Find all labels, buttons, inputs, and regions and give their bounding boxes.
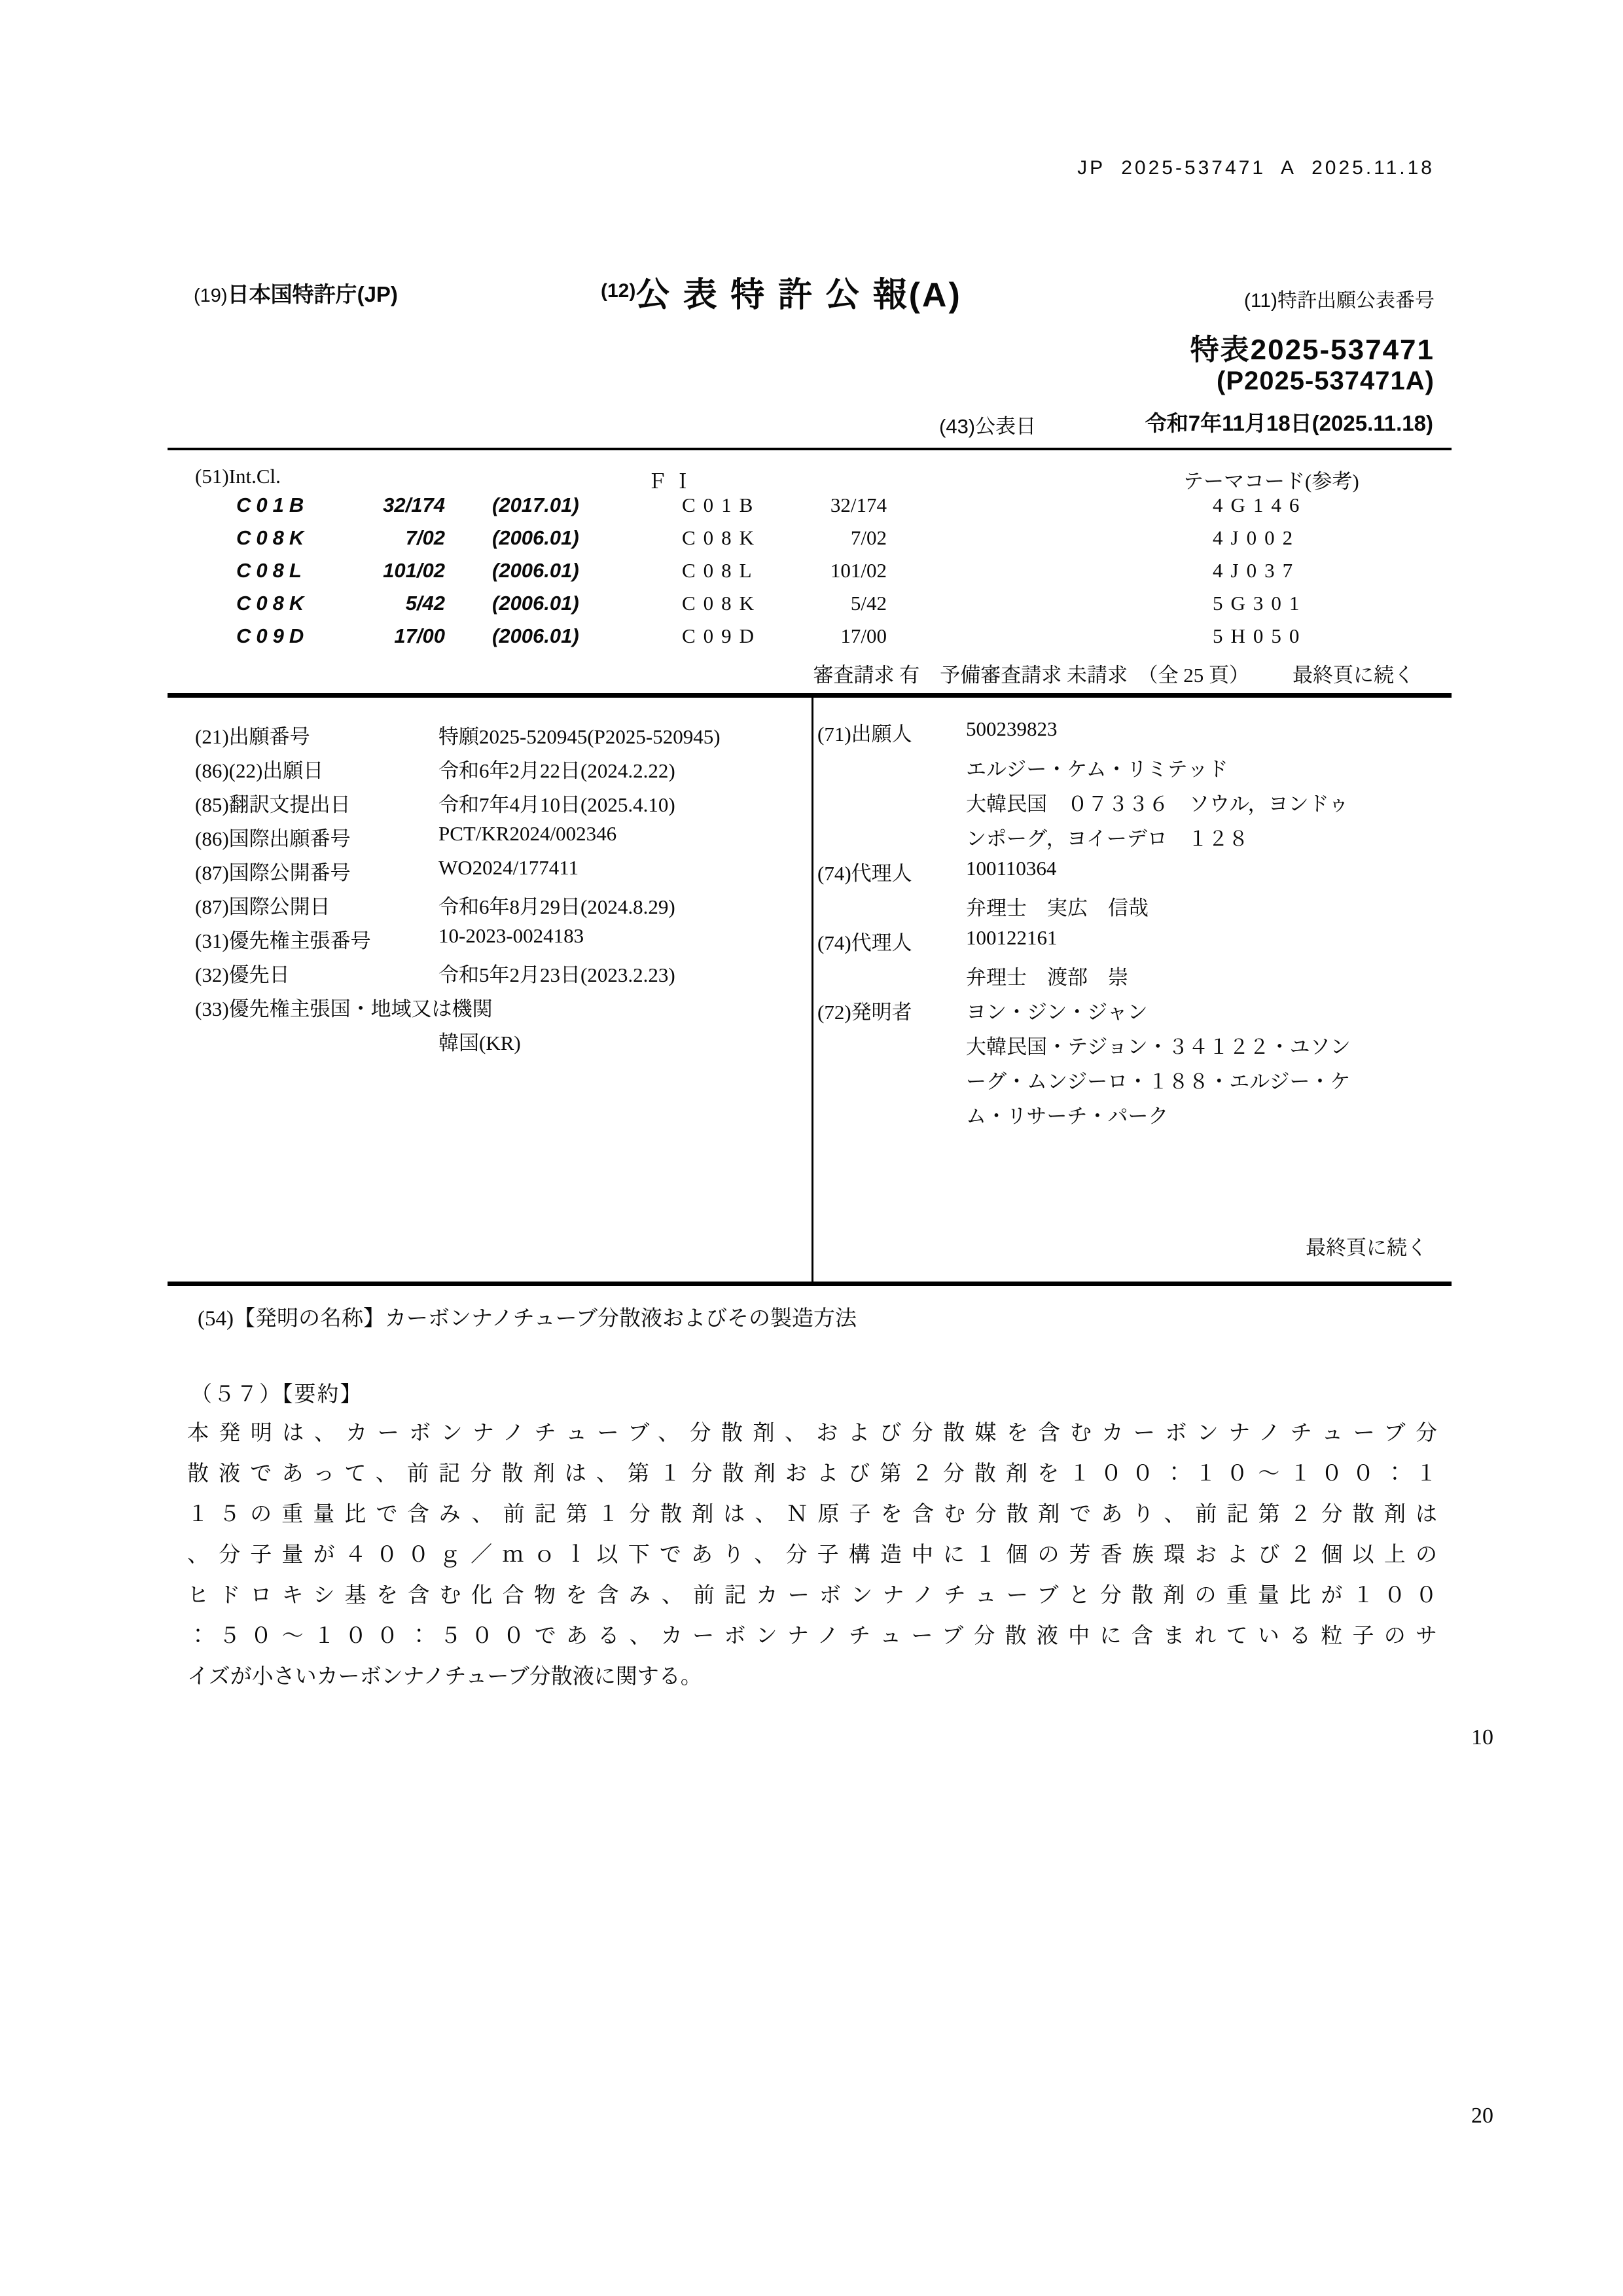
inid-value: 100110364 xyxy=(966,857,1057,880)
continued-on-last-page-note: 最終頁に続く xyxy=(1306,1236,1427,1259)
inid-value: 10-2023-0024183 xyxy=(438,924,584,947)
biblio-row-intl-application-number xyxy=(195,822,810,851)
inid-label: (87)国際公開番号 xyxy=(195,861,351,884)
intcl-number: 101/02 xyxy=(383,559,445,582)
publication-number: 特表2025-537471 xyxy=(1190,334,1435,366)
abstract-line: イズが小さいカーボンナノチューブ分散液に関する。 xyxy=(187,1665,702,1689)
theme-code: 4J037 xyxy=(1213,559,1301,582)
inid-value: 弁理士 実広 信哉 xyxy=(966,897,1149,920)
margin-line-number-20: 20 xyxy=(1471,2104,1493,2128)
biblio-top-rule xyxy=(168,693,1452,698)
fi-code: C09D xyxy=(682,624,762,647)
classification-row xyxy=(0,624,1623,655)
inid-value: 韓国(KR) xyxy=(438,1031,521,1054)
inid-value: 令和6年8月29日(2024.8.29) xyxy=(438,895,675,918)
margin-line-number-10: 10 xyxy=(1471,1725,1493,1749)
abstract-line: 、分子量が４００ｇ／ｍｏｌ以下であり、分子構造中に１個の芳香族環および２個以上の xyxy=(187,1543,1437,1567)
fi-code: C08K xyxy=(682,592,762,615)
abstract-line: 散液であって、前記分散剤は、第１分散剤および第２分散剤を１００：１０～１００：１ xyxy=(187,1462,1437,1486)
inid-label: (31)優先権主張番号 xyxy=(195,929,371,952)
biblio-row-priority-country-label xyxy=(195,992,810,1021)
fi-number: 17/00 xyxy=(840,624,887,647)
inid-value: ム・リサーチ・パーク xyxy=(966,1105,1169,1128)
inid-12: (12) xyxy=(601,280,636,302)
biblio-row-inventor-address xyxy=(817,1065,1442,1094)
biblio-row-inventor xyxy=(817,996,1442,1024)
classification-row xyxy=(0,559,1623,589)
biblio-row-applicant-address xyxy=(817,787,1442,816)
invention-title: カーボンナノチューブ分散液およびその製造方法 xyxy=(384,1307,857,1331)
intcl-header: (51)Int.Cl. xyxy=(195,465,281,488)
examination-request-text: 審査請求 有 予備審査請求 未請求 （全 25 頁） xyxy=(813,664,1249,687)
document-type-text: 公 表 特 許 公 報(A) xyxy=(635,276,962,314)
intcl-code: C08K xyxy=(236,526,310,549)
header-divider-rule xyxy=(168,448,1452,450)
classification-row xyxy=(0,526,1623,556)
inid-label: (33)優先権主張国・地域又は機関 xyxy=(195,997,493,1020)
fi-number: 7/02 xyxy=(850,526,887,549)
inid-value: 特願2025-520945(P2025-520945) xyxy=(438,725,721,748)
fi-number: 5/42 xyxy=(850,592,887,615)
biblio-row-inventor-address xyxy=(817,1030,1442,1059)
biblio-bottom-rule xyxy=(168,1282,1452,1286)
intcl-number: 7/02 xyxy=(405,526,445,549)
inid-value: 100122161 xyxy=(966,926,1058,949)
biblio-column-divider xyxy=(812,698,813,1282)
intcl-number: 17/00 xyxy=(394,624,445,647)
abstract-label: （５７）【要約】 xyxy=(190,1383,363,1407)
intcl-code: C08L xyxy=(236,559,307,582)
biblio-row-priority-number xyxy=(195,924,810,953)
inid-value: 令和7年4月10日(2025.4.10) xyxy=(438,793,675,816)
inid-value: PCT/KR2024/002346 xyxy=(438,822,617,845)
abstract-line: ヒドロキシ基を含む化合物を含み、前記カーボンナノチューブと分散剤の重量比が１００ xyxy=(187,1584,1437,1607)
biblio-row-priority-date xyxy=(195,958,810,987)
inid-label: (87)国際公開日 xyxy=(195,895,330,918)
inid-label: (32)優先日 xyxy=(195,963,290,986)
fi-code: C01B xyxy=(682,493,761,516)
abstract-line: ：５０～１００：５００である、カーボンナノチューブ分散液中に含まれている粒子のサ xyxy=(187,1624,1437,1648)
biblio-row-applicant-address xyxy=(817,822,1442,851)
inid-value: 令和5年2月23日(2023.2.23) xyxy=(438,963,675,986)
inid-value: 大韓民国・テジョン・３４１２２・ユソン xyxy=(966,1035,1351,1058)
biblio-row-applicant-name xyxy=(817,753,1442,781)
intcl-version-date: (2006.01) xyxy=(492,559,579,582)
intcl-version-date: (2006.01) xyxy=(492,592,579,615)
running-header: JP 2025-537471 A 2025.11.18 xyxy=(1077,157,1435,179)
invention-title-line xyxy=(198,1301,857,1332)
inid-value: 500239823 xyxy=(966,717,1058,740)
inid-value: エルジー・ケム・リミテッド xyxy=(966,758,1228,781)
publication-date: 令和7年11月18日(2025.11.18) xyxy=(1145,411,1433,435)
patent-office-name: 日本国特許庁(JP) xyxy=(227,282,398,306)
fi-number: 32/174 xyxy=(830,493,887,516)
inid-value: WO2024/177411 xyxy=(438,856,579,879)
theme-code: 5H050 xyxy=(1213,624,1308,647)
intcl-number: 5/42 xyxy=(405,592,445,615)
biblio-row-agent-name xyxy=(817,891,1442,920)
classification-row xyxy=(0,493,1623,524)
fi-code: C08L xyxy=(682,559,760,582)
biblio-row-priority-country xyxy=(195,1026,810,1055)
theme-code: 4G146 xyxy=(1213,493,1308,516)
inid-19: (19) xyxy=(194,285,228,306)
intcl-version-date: (2017.01) xyxy=(492,493,579,516)
inid-value: ンポーグ，ヨイーデロ １２８ xyxy=(966,827,1249,850)
inid-label: (21)出願番号 xyxy=(195,725,310,748)
intcl-version-date: (2006.01) xyxy=(492,526,579,549)
intcl-code: C08K xyxy=(236,592,310,615)
inid-label: (74)代理人 xyxy=(817,931,912,954)
publication-number-label: (11)特許出願公表番号 xyxy=(1243,290,1435,312)
inid-label: (74)代理人 xyxy=(817,862,912,885)
intcl-number: 32/174 xyxy=(383,493,445,516)
abstract-line: 本発明は、カーボンナノチューブ、分散剤、および分散媒を含むカーボンナノチューブ分 xyxy=(187,1422,1437,1445)
theme-code: 4J002 xyxy=(1213,526,1301,549)
inid-label: (71)出願人 xyxy=(817,723,912,745)
fi-header: Ｆ Ｉ xyxy=(647,470,693,493)
examination-request-line xyxy=(813,658,1415,688)
biblio-row-agent xyxy=(817,926,1442,955)
inid-value: ーグ・ムンジーロ・１８８・エルジー・ケ xyxy=(966,1070,1351,1093)
continued-on-last-page-note: 最終頁に続く xyxy=(1293,664,1414,687)
document-type-title xyxy=(601,267,962,316)
inid-value: 令和6年2月22日(2024.2.22) xyxy=(438,759,675,782)
biblio-row-agent-name xyxy=(817,961,1442,990)
invention-title-label: (54)【発明の名称】 xyxy=(198,1307,385,1331)
biblio-row-filing-date xyxy=(195,754,810,783)
fi-number: 101/02 xyxy=(830,559,887,582)
intcl-code: C09D xyxy=(236,624,310,647)
biblio-row-application-number xyxy=(195,720,810,749)
inid-value: ヨン・ジン・ジャン xyxy=(966,1001,1148,1024)
inid-label: (72)発明者 xyxy=(817,1001,912,1024)
intcl-code: C01B xyxy=(236,493,310,516)
publication-date-label: (43)公表日 xyxy=(939,415,1037,438)
theme-code-header: テーマコード(参考) xyxy=(1183,470,1359,493)
inid-value: 弁理士 渡部 崇 xyxy=(966,966,1128,989)
biblio-row-intl-publication-number xyxy=(195,856,810,885)
inid-value: 大韓民国 ０７３３６ ソウル，ヨンドゥ xyxy=(966,793,1349,816)
abstract-line: １５の重量比で含み、前記第１分散剤は、Ｎ原子を含む分散剤であり、前記第２分散剤は xyxy=(187,1503,1437,1526)
classification-row xyxy=(0,592,1623,622)
biblio-row-agent xyxy=(817,857,1442,886)
patent-office-line xyxy=(194,278,398,308)
biblio-row-intl-publication-date xyxy=(195,890,810,919)
inid-label: (85)翻訳文提出日 xyxy=(195,793,351,816)
publication-number-paren: (P2025-537471A) xyxy=(1217,367,1435,395)
intcl-version-date: (2006.01) xyxy=(492,624,579,647)
inid-label: (86)(22)出願日 xyxy=(195,759,324,782)
inid-label: (86)国際出願番号 xyxy=(195,827,351,850)
biblio-row-inventor-address xyxy=(817,1100,1442,1128)
biblio-row-translation-date xyxy=(195,788,810,817)
fi-code: C08K xyxy=(682,526,762,549)
biblio-row-applicant xyxy=(817,717,1442,746)
theme-code: 5G301 xyxy=(1213,592,1308,615)
